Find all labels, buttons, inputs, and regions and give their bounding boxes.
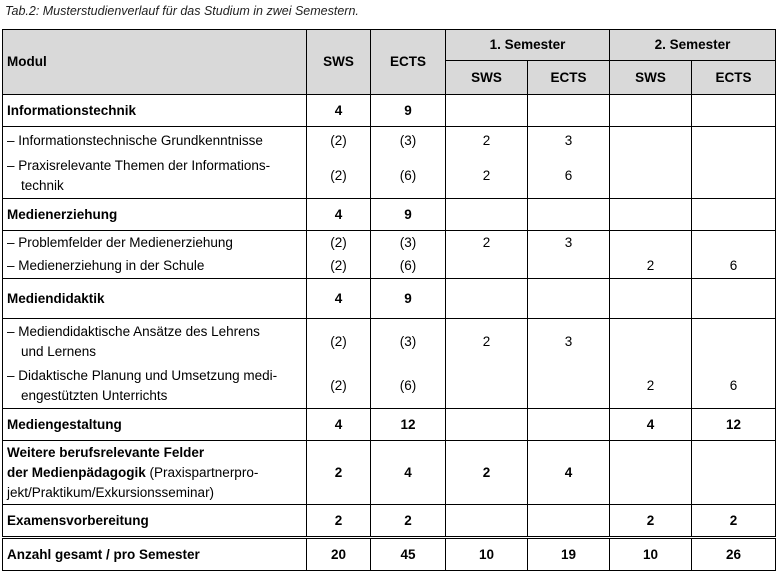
cell-sws: 2 bbox=[307, 505, 371, 538]
table-row bbox=[3, 319, 776, 365]
cell-sws: 4 bbox=[307, 279, 371, 319]
total-s2-sws: 10 bbox=[610, 538, 692, 571]
cell-sws: 4 bbox=[307, 409, 371, 441]
table-row-total bbox=[3, 538, 776, 571]
cell-sws: (2) bbox=[307, 319, 371, 365]
total-s1-ects: 19 bbox=[528, 538, 610, 571]
submodule-name-line2: technik bbox=[21, 178, 64, 194]
module-name: Mediengestaltung bbox=[3, 409, 307, 441]
module-name-line3: jekt/Praktikum/Exkursionsseminar) bbox=[7, 484, 215, 500]
table-row bbox=[3, 95, 776, 127]
table-row bbox=[3, 365, 776, 409]
submodule-name: – Medienerziehung in der Schule bbox=[3, 255, 307, 279]
cell-s1-ects: 3 bbox=[528, 127, 610, 155]
cell-sws: (2) bbox=[307, 231, 371, 255]
header-s2-sws: SWS bbox=[610, 61, 692, 95]
cell-s1-ects: 3 bbox=[528, 231, 610, 255]
header-ects: ECTS bbox=[371, 30, 446, 95]
table-row bbox=[3, 441, 776, 505]
table-row bbox=[3, 155, 776, 199]
module-name: Informationstechnik bbox=[3, 95, 307, 127]
header-s2-ects: ECTS bbox=[692, 61, 776, 95]
study-plan-table bbox=[2, 29, 776, 571]
cell-ects: 12 bbox=[371, 409, 446, 441]
module-name-line1: Weitere berufsrelevante Felder bbox=[7, 444, 205, 460]
table-row bbox=[3, 505, 776, 538]
cell-sws: (2) bbox=[307, 127, 371, 155]
cell-ects: 9 bbox=[371, 95, 446, 127]
cell-ects: 2 bbox=[371, 505, 446, 538]
cell-s2-ects: 6 bbox=[692, 255, 776, 279]
cell-sws: 2 bbox=[307, 441, 371, 505]
cell-sws: (2) bbox=[307, 365, 371, 409]
total-sws: 20 bbox=[307, 538, 371, 571]
module-name: Examensvorbereitung bbox=[3, 505, 307, 538]
total-ects: 45 bbox=[371, 538, 446, 571]
submodule-name-line1: – Didaktische Planung und Umsetzung medi- bbox=[7, 368, 278, 384]
table-row bbox=[3, 127, 776, 155]
table-caption: Tab.2: Musterstudienverlauf für das Studium in zwei Semestern. bbox=[5, 4, 359, 18]
table-row bbox=[3, 409, 776, 441]
cell-s2-ects: 2 bbox=[692, 505, 776, 538]
cell-sws: (2) bbox=[307, 255, 371, 279]
module-name-line2-bold: der Medienpädagogik bbox=[7, 464, 146, 480]
cell-ects: 4 bbox=[371, 441, 446, 505]
total-s2-ects: 26 bbox=[692, 538, 776, 571]
module-name bbox=[3, 441, 307, 505]
submodule-name bbox=[3, 365, 307, 409]
total-label: Anzahl gesamt / pro Semester bbox=[3, 538, 307, 571]
cell-ects: (3) bbox=[371, 127, 446, 155]
cell-s1-sws: 2 bbox=[446, 155, 528, 199]
cell-s1-sws: 2 bbox=[446, 231, 528, 255]
header-semester-1: 1. Semester bbox=[446, 30, 610, 61]
cell-s1-sws: 2 bbox=[446, 441, 528, 505]
total-s1-sws: 10 bbox=[446, 538, 528, 571]
cell-sws: 4 bbox=[307, 95, 371, 127]
header-semester-2: 2. Semester bbox=[610, 30, 776, 61]
cell-ects: 9 bbox=[371, 279, 446, 319]
cell-ects: (3) bbox=[371, 319, 446, 365]
cell-sws: 4 bbox=[307, 199, 371, 231]
table-row bbox=[3, 199, 776, 231]
submodule-name: – Informationstechnische Grundkenntnisse bbox=[3, 127, 307, 155]
submodule-name: – Problemfelder der Medienerziehung bbox=[3, 231, 307, 255]
header-s1-sws: SWS bbox=[446, 61, 528, 95]
submodule-name bbox=[3, 155, 307, 199]
header-sws: SWS bbox=[307, 30, 371, 95]
cell-s1-sws: 2 bbox=[446, 319, 528, 365]
header-s1-ects: ECTS bbox=[528, 61, 610, 95]
cell-s2-ects: 12 bbox=[692, 409, 776, 441]
table-row bbox=[3, 255, 776, 279]
cell-s1-ects: 6 bbox=[528, 155, 610, 199]
cell-s1-sws: 2 bbox=[446, 127, 528, 155]
cell-ects: (6) bbox=[371, 155, 446, 199]
cell-s2-sws: 2 bbox=[610, 255, 692, 279]
submodule-name-line1: – Mediendidaktische Ansätze des Lehrens bbox=[7, 323, 260, 339]
module-name-line2-rest: (Praxispartnerpro- bbox=[145, 464, 259, 480]
cell-s2-sws: 2 bbox=[610, 365, 692, 409]
table-row bbox=[3, 231, 776, 255]
cell-s1-ects: 4 bbox=[528, 441, 610, 505]
cell-ects: (3) bbox=[371, 231, 446, 255]
submodule-name bbox=[3, 319, 307, 365]
submodule-name-line2: engestützten Unterrichts bbox=[21, 388, 168, 404]
submodule-name-line1: – Praxisrelevante Themen der Informations- bbox=[7, 158, 271, 174]
cell-s2-ects: 6 bbox=[692, 365, 776, 409]
header-modul: Modul bbox=[3, 30, 307, 95]
module-name: Mediendidaktik bbox=[3, 279, 307, 319]
cell-ects: 9 bbox=[371, 199, 446, 231]
table-row bbox=[3, 279, 776, 319]
cell-s2-sws: 4 bbox=[610, 409, 692, 441]
cell-s1-ects: 3 bbox=[528, 319, 610, 365]
submodule-name-line2: und Lernens bbox=[21, 343, 97, 359]
cell-ects: (6) bbox=[371, 365, 446, 409]
cell-s2-sws: 2 bbox=[610, 505, 692, 538]
cell-sws: (2) bbox=[307, 155, 371, 199]
cell-ects: (6) bbox=[371, 255, 446, 279]
module-name: Medienerziehung bbox=[3, 199, 307, 231]
